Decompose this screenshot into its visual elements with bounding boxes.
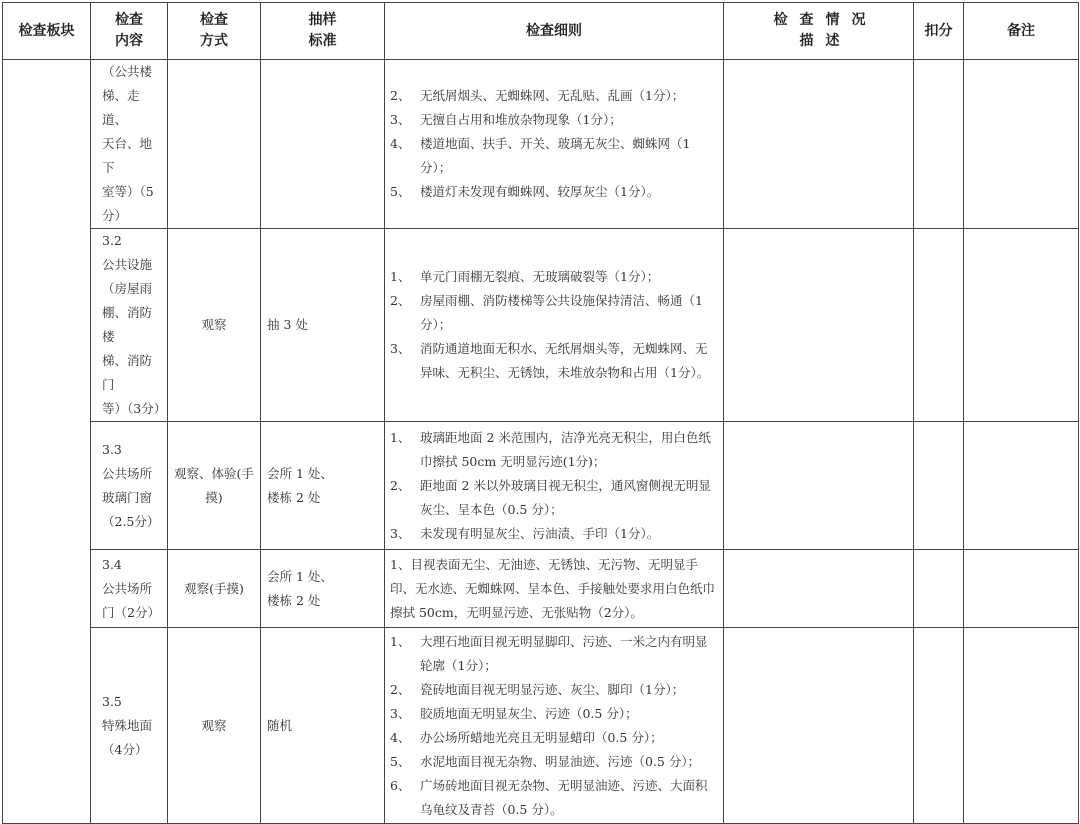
content-line: 公共场所 bbox=[102, 465, 153, 481]
rule-number: 2、 bbox=[390, 293, 411, 308]
rule-text: 楼道地面、扶手、开关、玻璃无灰尘、蜘蛛网（1分）； bbox=[420, 136, 691, 175]
rule-item bbox=[390, 774, 715, 822]
rule-item bbox=[390, 132, 715, 180]
description-cell bbox=[724, 422, 914, 550]
header-remarks: 备注 bbox=[964, 3, 1079, 60]
table-row bbox=[3, 550, 1079, 628]
rule-item bbox=[390, 522, 715, 546]
rule-number: 1、 bbox=[390, 429, 411, 445]
rule-item bbox=[390, 426, 715, 474]
method-line: 观察、体验(手 bbox=[174, 465, 254, 481]
rule-number: 3、 bbox=[390, 525, 411, 541]
rule-item bbox=[390, 726, 715, 750]
content-line: 3.3 bbox=[102, 441, 122, 457]
rule-number: 5、 bbox=[390, 753, 411, 769]
content-line: 玻璃门窗 bbox=[102, 489, 153, 505]
content-line: 公共设施 bbox=[102, 257, 153, 272]
standard-line: 随机 bbox=[267, 717, 293, 733]
content-cell bbox=[91, 422, 168, 550]
rule-text: 未发现有明显灰尘、污油渍、手印（1分）。 bbox=[420, 525, 660, 541]
content-line: 门（2分） bbox=[102, 604, 160, 620]
deduction-cell bbox=[914, 60, 964, 229]
rule-item bbox=[390, 180, 715, 204]
header-section: 检查板块 bbox=[3, 3, 91, 60]
method-cell bbox=[168, 550, 261, 628]
rule-text: 楼道灯未发现有蜘蛛网、较厚灰尘（1分）。 bbox=[420, 184, 660, 199]
standard-line: 楼栋 2 处 bbox=[267, 489, 321, 505]
rule-text: 房屋雨棚、消防楼梯等公共设施保持清洁、畅通（1分）； bbox=[420, 293, 703, 332]
inspection-table bbox=[2, 2, 1079, 824]
standard-line: 会所 1 处、 bbox=[267, 568, 333, 584]
content-line: 分） bbox=[102, 208, 128, 223]
header-content: 检查 内容 bbox=[91, 3, 168, 60]
method-cell bbox=[168, 60, 261, 229]
rule-number: 6、 bbox=[390, 777, 411, 793]
method-cell bbox=[168, 229, 261, 422]
rule-item bbox=[390, 750, 715, 774]
remarks-cell bbox=[964, 229, 1079, 422]
content-line: （房屋雨 bbox=[102, 281, 153, 296]
rule-text: 无擅自占用和堆放杂物现象（1分）； bbox=[420, 112, 622, 127]
rule-text: 消防通道地面无积水、无纸屑烟头等，无蜘蛛网、无异味、无积尘、无锈蚀，未堆放杂物和占用（1分）。 bbox=[420, 341, 710, 380]
content-line: 室等）（5 bbox=[102, 184, 154, 199]
remarks-cell bbox=[964, 628, 1079, 824]
rule-text: 距地面 2 米以外玻璃目视无积尘，通风窗侧视无明显灰尘、呈本色（0.5 分）； bbox=[420, 477, 711, 517]
content-line: 3.5 bbox=[102, 693, 122, 709]
method-cell bbox=[168, 422, 261, 550]
rule-text: 1、目视表面无尘、无油迹、无锈蚀、无污物、无明显手印、无水迹、无蜘蛛网、呈本色、手接触处要求用白色纸巾擦拭 50cm，无明显污迹、无张贴物（2分）。 bbox=[390, 556, 716, 620]
deduction-cell bbox=[914, 550, 964, 628]
method-line: 摸) bbox=[205, 489, 223, 505]
content-cell bbox=[91, 628, 168, 824]
rule-number: 5、 bbox=[390, 184, 411, 199]
rules-cell bbox=[385, 60, 724, 229]
rule-number: 1、 bbox=[390, 269, 411, 284]
content-line: 3.4 bbox=[102, 556, 122, 572]
content-line: 特殊地面 bbox=[102, 717, 153, 733]
rule-number: 4、 bbox=[390, 729, 411, 745]
rule-item bbox=[390, 630, 715, 678]
description-cell bbox=[724, 60, 914, 229]
rule-text: 瓷砖地面目视无明显污迹、灰尘、脚印（1分）； bbox=[420, 681, 685, 697]
method-line: 观察 bbox=[201, 717, 227, 733]
header-standard: 抽样 标准 bbox=[261, 3, 385, 60]
content-line: （4分） bbox=[102, 741, 148, 757]
rule-text: 广场砖地面目视无杂物、无明显油迹、污迹、大面积乌龟纹及青苔（0.5 分）。 bbox=[420, 777, 708, 817]
standard-line: 抽 3 处 bbox=[267, 317, 308, 332]
content-line: 3.2 bbox=[102, 233, 122, 248]
standard-cell bbox=[261, 628, 385, 824]
rule-number: 2、 bbox=[390, 88, 411, 103]
rule-item bbox=[390, 702, 715, 726]
content-line: 梯、消防门 bbox=[102, 353, 153, 392]
header-rules: 检查细则 bbox=[385, 3, 724, 60]
rule-number: 4、 bbox=[390, 136, 411, 151]
rule-text: 水泥地面目视无杂物、明显油迹、污迹（0.5 分）； bbox=[420, 753, 701, 769]
standard-cell bbox=[261, 229, 385, 422]
rule-number: 3、 bbox=[390, 705, 411, 721]
table-row bbox=[3, 628, 1079, 824]
rule-item bbox=[390, 265, 715, 289]
rules-cell bbox=[385, 229, 724, 422]
header-deduction: 扣分 bbox=[914, 3, 964, 60]
rule-text: 单元门雨棚无裂痕、无玻璃破裂等（1分）； bbox=[420, 269, 660, 284]
remarks-cell bbox=[964, 422, 1079, 550]
rules-cell bbox=[385, 550, 724, 628]
content-line: 等）（3分） bbox=[102, 401, 167, 416]
rule-number: 3、 bbox=[390, 112, 411, 127]
content-cell bbox=[91, 550, 168, 628]
content-line: 天台、地下 bbox=[102, 136, 153, 175]
rule-item bbox=[390, 337, 715, 385]
table-row bbox=[3, 60, 1079, 229]
rule-item bbox=[390, 289, 715, 337]
content-line: 棚、消防楼 bbox=[102, 305, 153, 344]
content-line: 梯、走道、 bbox=[102, 88, 140, 127]
description-cell bbox=[724, 229, 914, 422]
standard-line: 会所 1 处、 bbox=[267, 465, 333, 481]
deduction-cell bbox=[914, 229, 964, 422]
rule-text: 玻璃距地面 2 米范围内，洁净光亮无积尘，用白色纸巾擦拭 50cm 无明显污迹(1分)； bbox=[420, 429, 711, 469]
header-description: 检查情况 描述 bbox=[724, 3, 914, 60]
content-line: （2.5分） bbox=[102, 513, 160, 529]
description-cell bbox=[724, 550, 914, 628]
content-cell bbox=[91, 60, 168, 229]
rule-item bbox=[390, 474, 715, 522]
method-line: 观察 bbox=[201, 317, 227, 332]
table-row bbox=[3, 229, 1079, 422]
header-method: 检查 方式 bbox=[168, 3, 261, 60]
rules-cell bbox=[385, 422, 724, 550]
rule-number: 3、 bbox=[390, 341, 411, 356]
rule-text: 无纸屑烟头、无蜘蛛网、无乱贴、乱画（1分）； bbox=[420, 88, 685, 103]
method-line: 观察(手摸) bbox=[184, 580, 244, 596]
content-line: 公共场所 bbox=[102, 580, 153, 596]
rule-number: 1、 bbox=[390, 633, 411, 649]
standard-cell bbox=[261, 550, 385, 628]
rule-item bbox=[390, 84, 715, 108]
rule-text: 大理石地面目视无明显脚印、污迹、一米之内有明显轮廓（1分）； bbox=[420, 633, 708, 673]
remarks-cell bbox=[964, 60, 1079, 229]
remarks-cell bbox=[964, 550, 1079, 628]
table-row bbox=[3, 422, 1079, 550]
content-cell bbox=[91, 229, 168, 422]
description-cell bbox=[724, 628, 914, 824]
standard-cell bbox=[261, 422, 385, 550]
rule-text: 办公场所蜡地光亮且无明显蜡印（0.5 分）； bbox=[420, 729, 663, 745]
standard-line: 楼栋 2 处 bbox=[267, 592, 321, 608]
rule-number: 2、 bbox=[390, 681, 411, 697]
method-cell bbox=[168, 628, 261, 824]
rule-item bbox=[390, 553, 715, 625]
header-row bbox=[3, 3, 1079, 60]
rule-number: 2、 bbox=[390, 477, 411, 493]
rule-text: 胶质地面无明显灰尘、污迹（0.5 分）； bbox=[420, 705, 638, 721]
rules-cell bbox=[385, 628, 724, 824]
deduction-cell bbox=[914, 422, 964, 550]
content-line: （公共楼 bbox=[102, 64, 153, 79]
deduction-cell bbox=[914, 628, 964, 824]
section-cell bbox=[3, 60, 91, 824]
rule-item bbox=[390, 678, 715, 702]
standard-cell bbox=[261, 60, 385, 229]
rule-item bbox=[390, 108, 715, 132]
